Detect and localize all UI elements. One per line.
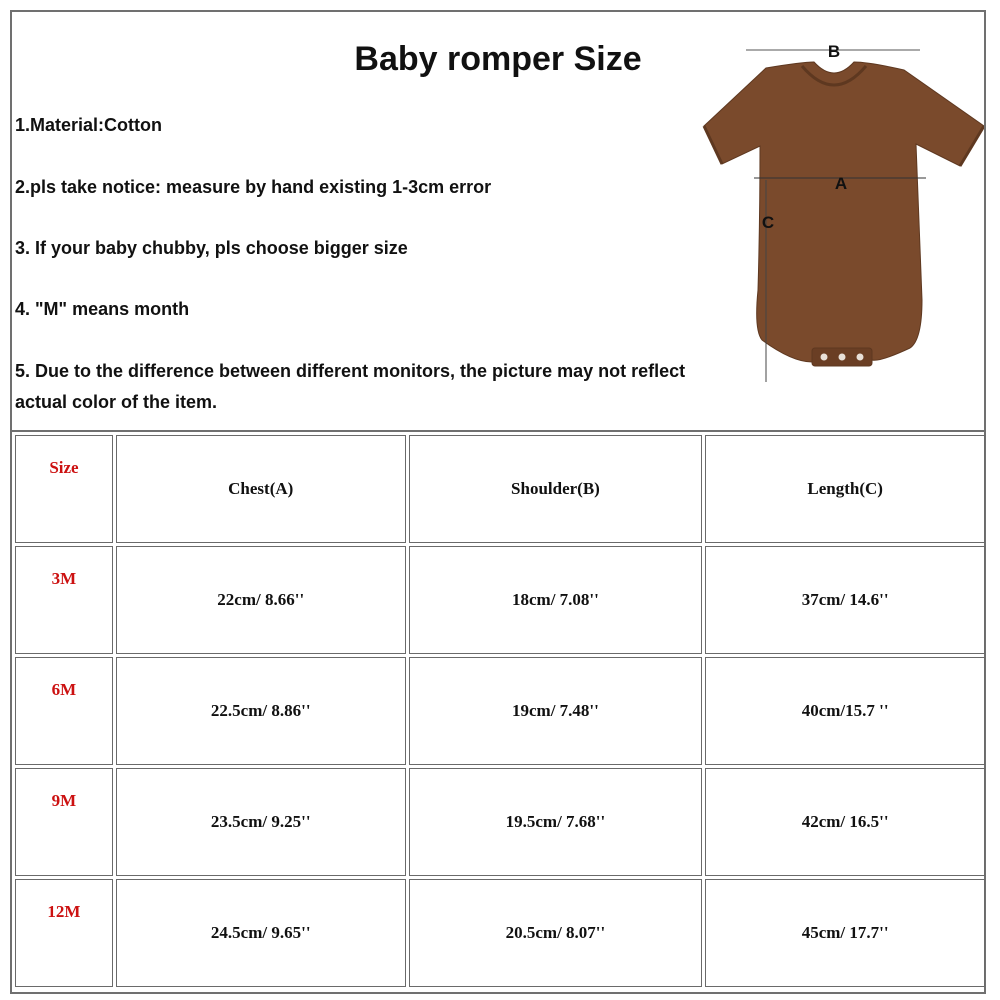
shoulder-value: 20.5cm/ 8.07''	[409, 879, 703, 987]
table-row	[15, 546, 985, 654]
shoulder-value: 18cm/ 7.08''	[409, 546, 703, 654]
table-header-row	[15, 435, 985, 543]
table-row	[15, 879, 985, 987]
label-a: A	[834, 174, 848, 193]
note-material: 1.Material:Cotton	[15, 115, 163, 135]
chest-value: 23.5cm/ 9.25''	[116, 768, 406, 876]
length-value: 37cm/ 14.6''	[705, 546, 985, 654]
info-panel	[12, 12, 984, 432]
table-row	[15, 768, 985, 876]
romper-diagram	[684, 40, 984, 410]
label-b: B	[827, 42, 841, 61]
header-length: Length(C)	[705, 435, 985, 543]
chest-value: 22cm/ 8.66''	[116, 546, 406, 654]
length-value: 42cm/ 16.5''	[705, 768, 985, 876]
length-value: 45cm/ 17.7''	[705, 879, 985, 987]
snap-icon	[821, 354, 828, 361]
shoulder-value: 19cm/ 7.48''	[409, 657, 703, 765]
size-label: 3M	[15, 546, 113, 654]
note-chubby: 3. If your baby chubby, pls choose bigger size	[15, 238, 408, 258]
size-label: 9M	[15, 768, 113, 876]
snap-icon	[857, 354, 864, 361]
snap-icon	[839, 354, 846, 361]
shoulder-value: 19.5cm/ 7.68''	[409, 768, 703, 876]
note-measure-error: 2.pls take notice: measure by hand existing 1-3cm error	[15, 177, 492, 197]
header-chest: Chest(A)	[116, 435, 406, 543]
page-title: Baby romper Size	[354, 40, 642, 78]
label-c: C	[761, 213, 775, 232]
note-month: 4. "M" means month	[15, 299, 190, 319]
header-size: Size	[15, 435, 113, 543]
table-row	[15, 657, 985, 765]
romper-body	[704, 62, 984, 362]
size-label: 12M	[15, 879, 113, 987]
size-chart-frame	[10, 10, 986, 994]
chest-value: 22.5cm/ 8.86''	[116, 657, 406, 765]
chest-value: 24.5cm/ 9.65''	[116, 879, 406, 987]
size-table	[12, 432, 988, 990]
note-monitor-color: 5. Due to the difference between different monitors, the picture may not reflect actual color of the item.	[15, 361, 686, 412]
romper-illustration	[684, 40, 984, 410]
length-value: 40cm/15.7 ''	[705, 657, 985, 765]
header-shoulder: Shoulder(B)	[409, 435, 703, 543]
size-label: 6M	[15, 657, 113, 765]
